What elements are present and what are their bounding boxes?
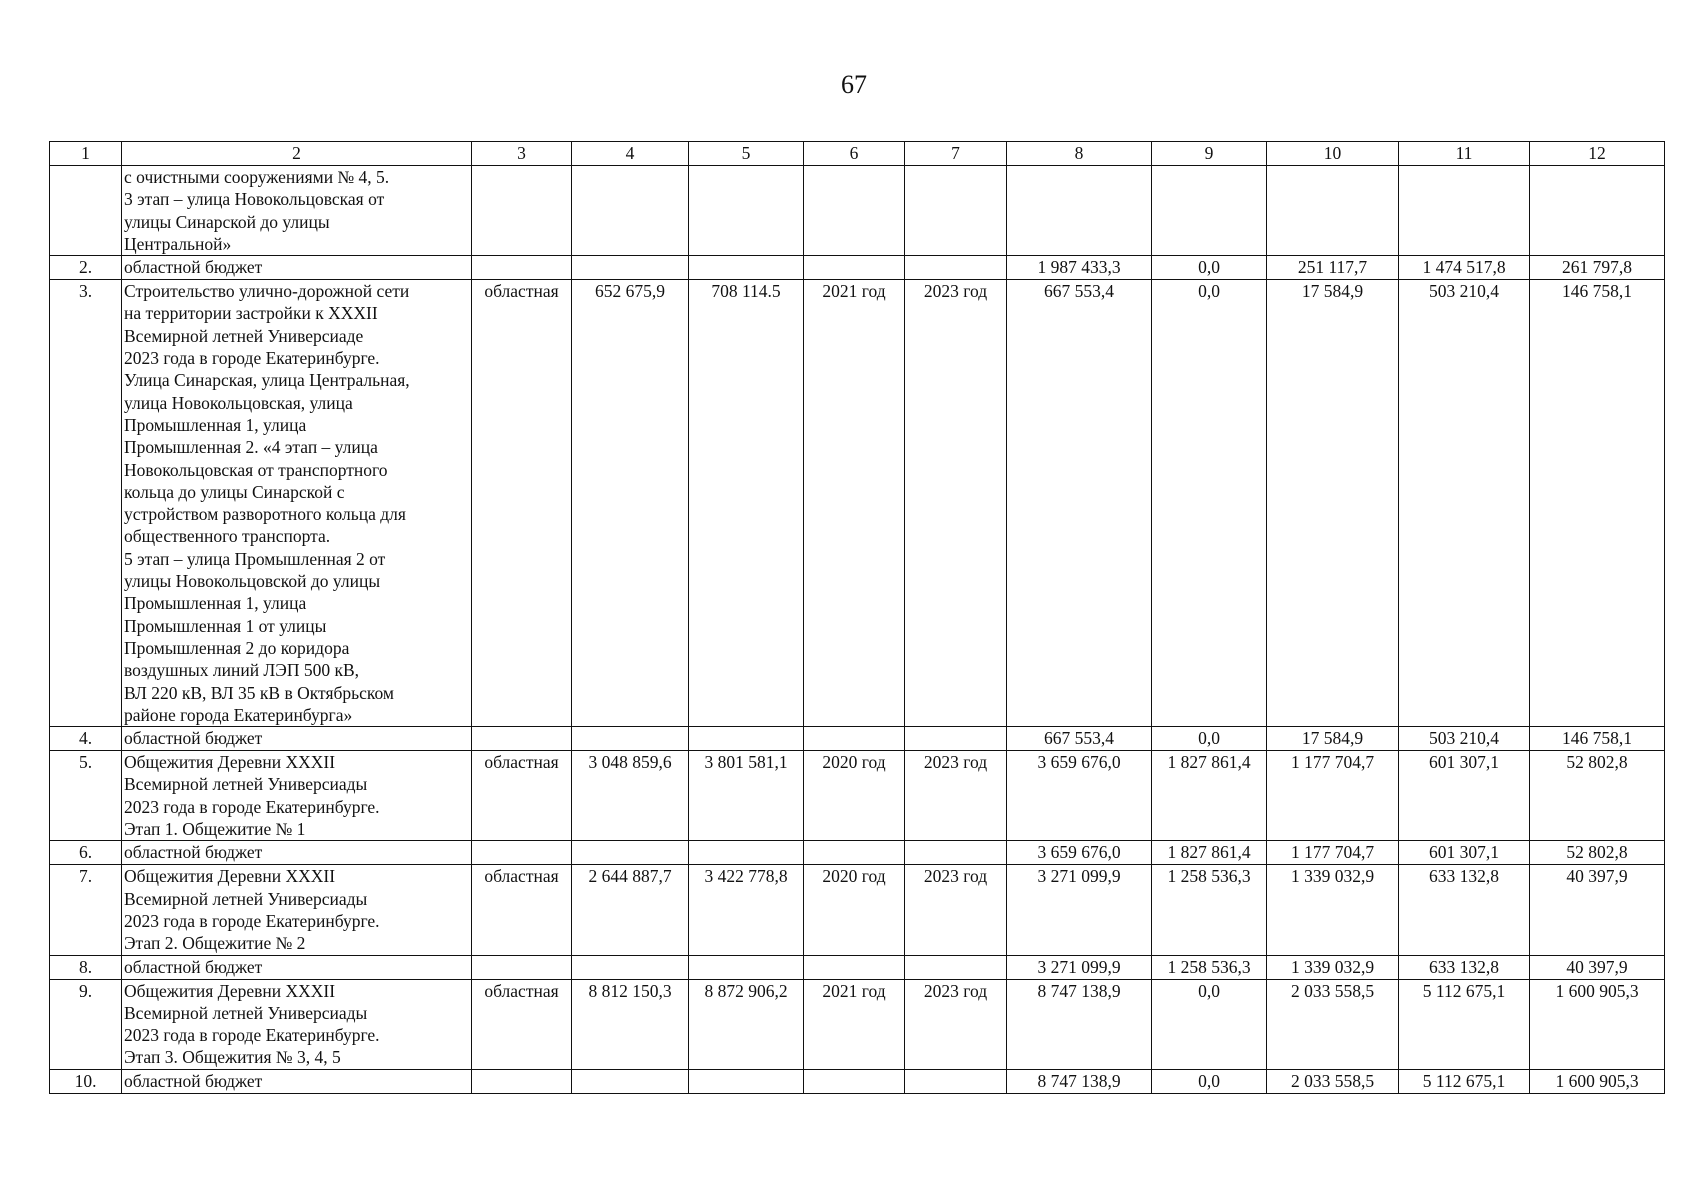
cost-current-cell bbox=[689, 727, 804, 751]
amount-col11-cell: 633 132,8 bbox=[1399, 865, 1530, 955]
column-header: 5 bbox=[689, 142, 804, 166]
amount-col9-cell bbox=[1152, 166, 1267, 256]
total-amount-cell: 667 553,4 bbox=[1007, 280, 1152, 727]
amount-col9-cell: 0,0 bbox=[1152, 727, 1267, 751]
cost-current-cell: 8 872 906,2 bbox=[689, 979, 804, 1069]
amount-col9-cell: 0,0 bbox=[1152, 1069, 1267, 1093]
start-year-cell: 2020 год bbox=[804, 865, 905, 955]
column-header: 11 bbox=[1399, 142, 1530, 166]
amount-col11-cell: 5 112 675,1 bbox=[1399, 979, 1530, 1069]
start-year-cell bbox=[804, 955, 905, 979]
total-amount-cell: 8 747 138,9 bbox=[1007, 979, 1152, 1069]
description-cell: Общежития Деревни XXXII Всемирной летней Универсиады 2023 года в городе Екатеринбурге. Этап 1. Общежитие № 1 bbox=[122, 751, 472, 841]
budget-row bbox=[50, 955, 1665, 979]
budget-row bbox=[50, 256, 1665, 280]
total-amount-cell: 1 987 433,3 bbox=[1007, 256, 1152, 280]
description-cell: областной бюджет bbox=[122, 841, 472, 865]
description-cell: Общежития Деревни XXXII Всемирной летней Универсиады 2023 года в городе Екатеринбурге. Этап 2. Общежитие № 2 bbox=[122, 865, 472, 955]
amount-col11-cell: 633 132,8 bbox=[1399, 955, 1530, 979]
amount-col12-cell: 52 802,8 bbox=[1530, 841, 1665, 865]
cost-current-cell bbox=[689, 841, 804, 865]
row-number-cell: 10. bbox=[50, 1069, 122, 1093]
budget-row bbox=[50, 841, 1665, 865]
cost-current-cell: 708 114.5 bbox=[689, 280, 804, 727]
amount-col12-cell: 1 600 905,3 bbox=[1530, 1069, 1665, 1093]
budget-row bbox=[50, 1069, 1665, 1093]
cost-estimate-cell bbox=[572, 955, 689, 979]
row-number-cell: 3. bbox=[50, 280, 122, 727]
total-amount-cell bbox=[1007, 166, 1152, 256]
column-header: 7 bbox=[905, 142, 1007, 166]
budget-level-cell: областная bbox=[472, 865, 572, 955]
amount-col10-cell bbox=[1267, 166, 1399, 256]
column-header: 4 bbox=[572, 142, 689, 166]
budget-level-cell bbox=[472, 256, 572, 280]
end-year-cell bbox=[905, 166, 1007, 256]
total-amount-cell: 3 659 676,0 bbox=[1007, 841, 1152, 865]
budget-table bbox=[49, 141, 1665, 1094]
page-number: 67 bbox=[841, 70, 867, 99]
end-year-cell bbox=[905, 841, 1007, 865]
cost-current-cell: 3 801 581,1 bbox=[689, 751, 804, 841]
start-year-cell bbox=[804, 166, 905, 256]
table-row bbox=[50, 166, 1665, 256]
amount-col12-cell: 1 600 905,3 bbox=[1530, 979, 1665, 1069]
row-number-cell: 4. bbox=[50, 727, 122, 751]
amount-col9-cell: 1 258 536,3 bbox=[1152, 955, 1267, 979]
start-year-cell bbox=[804, 256, 905, 280]
start-year-cell bbox=[804, 1069, 905, 1093]
amount-col10-cell: 1 177 704,7 bbox=[1267, 751, 1399, 841]
cost-estimate-cell bbox=[572, 256, 689, 280]
budget-level-cell bbox=[472, 727, 572, 751]
amount-col9-cell: 0,0 bbox=[1152, 979, 1267, 1069]
cost-current-cell bbox=[689, 256, 804, 280]
total-amount-cell: 667 553,4 bbox=[1007, 727, 1152, 751]
cost-estimate-cell: 2 644 887,7 bbox=[572, 865, 689, 955]
amount-col11-cell: 5 112 675,1 bbox=[1399, 1069, 1530, 1093]
row-number-cell: 2. bbox=[50, 256, 122, 280]
budget-level-cell: областная bbox=[472, 979, 572, 1069]
column-header: 12 bbox=[1530, 142, 1665, 166]
amount-col12-cell: 52 802,8 bbox=[1530, 751, 1665, 841]
budget-level-cell: областная bbox=[472, 280, 572, 727]
budget-row bbox=[50, 727, 1665, 751]
cost-current-cell bbox=[689, 1069, 804, 1093]
amount-col11-cell: 503 210,4 bbox=[1399, 280, 1530, 727]
table-row bbox=[50, 865, 1665, 955]
table-header-row bbox=[50, 142, 1665, 166]
cost-estimate-cell: 652 675,9 bbox=[572, 280, 689, 727]
cost-estimate-cell bbox=[572, 1069, 689, 1093]
column-header: 2 bbox=[122, 142, 472, 166]
cost-current-cell: 3 422 778,8 bbox=[689, 865, 804, 955]
budget-level-cell bbox=[472, 166, 572, 256]
amount-col9-cell: 1 827 861,4 bbox=[1152, 751, 1267, 841]
column-header: 3 bbox=[472, 142, 572, 166]
start-year-cell: 2020 год bbox=[804, 751, 905, 841]
column-header: 10 bbox=[1267, 142, 1399, 166]
row-number-cell: 5. bbox=[50, 751, 122, 841]
end-year-cell bbox=[905, 1069, 1007, 1093]
amount-col9-cell: 0,0 bbox=[1152, 256, 1267, 280]
cost-estimate-cell bbox=[572, 727, 689, 751]
amount-col10-cell: 2 033 558,5 bbox=[1267, 979, 1399, 1069]
amount-col10-cell: 1 339 032,9 bbox=[1267, 955, 1399, 979]
start-year-cell bbox=[804, 727, 905, 751]
amount-col10-cell: 1 339 032,9 bbox=[1267, 865, 1399, 955]
end-year-cell bbox=[905, 955, 1007, 979]
description-cell: областной бюджет bbox=[122, 955, 472, 979]
row-number-cell: 7. bbox=[50, 865, 122, 955]
description-cell: с очистными сооружениями № 4, 5. 3 этап – улица Новокольцовская от улицы Синарской до улицы Центральной» bbox=[122, 166, 472, 256]
column-header: 8 bbox=[1007, 142, 1152, 166]
budget-level-cell bbox=[472, 955, 572, 979]
amount-col11-cell bbox=[1399, 166, 1530, 256]
amount-col11-cell: 601 307,1 bbox=[1399, 841, 1530, 865]
row-number-cell bbox=[50, 166, 122, 256]
amount-col10-cell: 251 117,7 bbox=[1267, 256, 1399, 280]
row-number-cell: 6. bbox=[50, 841, 122, 865]
end-year-cell bbox=[905, 256, 1007, 280]
description-cell: областной бюджет bbox=[122, 256, 472, 280]
amount-col12-cell: 146 758,1 bbox=[1530, 727, 1665, 751]
total-amount-cell: 3 271 099,9 bbox=[1007, 865, 1152, 955]
column-header: 9 bbox=[1152, 142, 1267, 166]
amount-col11-cell: 601 307,1 bbox=[1399, 751, 1530, 841]
cost-estimate-cell bbox=[572, 841, 689, 865]
cost-estimate-cell: 3 048 859,6 bbox=[572, 751, 689, 841]
amount-col12-cell: 40 397,9 bbox=[1530, 955, 1665, 979]
table-row bbox=[50, 280, 1665, 727]
start-year-cell: 2021 год bbox=[804, 979, 905, 1069]
cost-estimate-cell bbox=[572, 166, 689, 256]
budget-level-cell bbox=[472, 841, 572, 865]
description-cell: областной бюджет bbox=[122, 1069, 472, 1093]
amount-col12-cell: 146 758,1 bbox=[1530, 280, 1665, 727]
amount-col10-cell: 17 584,9 bbox=[1267, 280, 1399, 727]
amount-col9-cell: 0,0 bbox=[1152, 280, 1267, 727]
budget-level-cell: областная bbox=[472, 751, 572, 841]
row-number-cell: 9. bbox=[50, 979, 122, 1069]
table-row bbox=[50, 751, 1665, 841]
column-header: 6 bbox=[804, 142, 905, 166]
amount-col9-cell: 1 258 536,3 bbox=[1152, 865, 1267, 955]
row-number-cell: 8. bbox=[50, 955, 122, 979]
end-year-cell: 2023 год bbox=[905, 865, 1007, 955]
amount-col12-cell bbox=[1530, 166, 1665, 256]
total-amount-cell: 8 747 138,9 bbox=[1007, 1069, 1152, 1093]
column-header: 1 bbox=[50, 142, 122, 166]
end-year-cell: 2023 год bbox=[905, 280, 1007, 727]
total-amount-cell: 3 659 676,0 bbox=[1007, 751, 1152, 841]
description-cell: областной бюджет bbox=[122, 727, 472, 751]
end-year-cell: 2023 год bbox=[905, 751, 1007, 841]
amount-col12-cell: 261 797,8 bbox=[1530, 256, 1665, 280]
start-year-cell bbox=[804, 841, 905, 865]
amount-col9-cell: 1 827 861,4 bbox=[1152, 841, 1267, 865]
amount-col10-cell: 2 033 558,5 bbox=[1267, 1069, 1399, 1093]
start-year-cell: 2021 год bbox=[804, 280, 905, 727]
end-year-cell bbox=[905, 727, 1007, 751]
amount-col12-cell: 40 397,9 bbox=[1530, 865, 1665, 955]
amount-col11-cell: 503 210,4 bbox=[1399, 727, 1530, 751]
total-amount-cell: 3 271 099,9 bbox=[1007, 955, 1152, 979]
amount-col10-cell: 17 584,9 bbox=[1267, 727, 1399, 751]
amount-col10-cell: 1 177 704,7 bbox=[1267, 841, 1399, 865]
budget-level-cell bbox=[472, 1069, 572, 1093]
end-year-cell: 2023 год bbox=[905, 979, 1007, 1069]
cost-current-cell bbox=[689, 955, 804, 979]
cost-current-cell bbox=[689, 166, 804, 256]
table-row bbox=[50, 979, 1665, 1069]
cost-estimate-cell: 8 812 150,3 bbox=[572, 979, 689, 1069]
description-cell: Строительство улично-дорожной сети на территории застройки к XXXII Всемирной летней Универсиаде 2023 года в городе Екатеринбурге. Улица Синарская, улица Центральная, улица Новокольцовская, улица Промышленная 1, улица Промышленная 2. «4 этап – улица Новокольцовская от транспортного кольца до улицы Синарской с устройством разворотного кольца для общественного транспорта. 5 этап – улица Промышленная 2 от улицы Новокольцовской до улицы Промышленная 1, улица Промышленная 1 от улицы Промышленная 2 до коридора воздушных линий ЛЭП 500 кВ, ВЛ 220 кВ, ВЛ 35 кВ в Октябрьском районе города Екатеринбурга» bbox=[122, 280, 472, 727]
description-cell: Общежития Деревни XXXII Всемирной летней Универсиады 2023 года в городе Екатеринбурге. Этап 3. Общежития № 3, 4, 5 bbox=[122, 979, 472, 1069]
amount-col11-cell: 1 474 517,8 bbox=[1399, 256, 1530, 280]
